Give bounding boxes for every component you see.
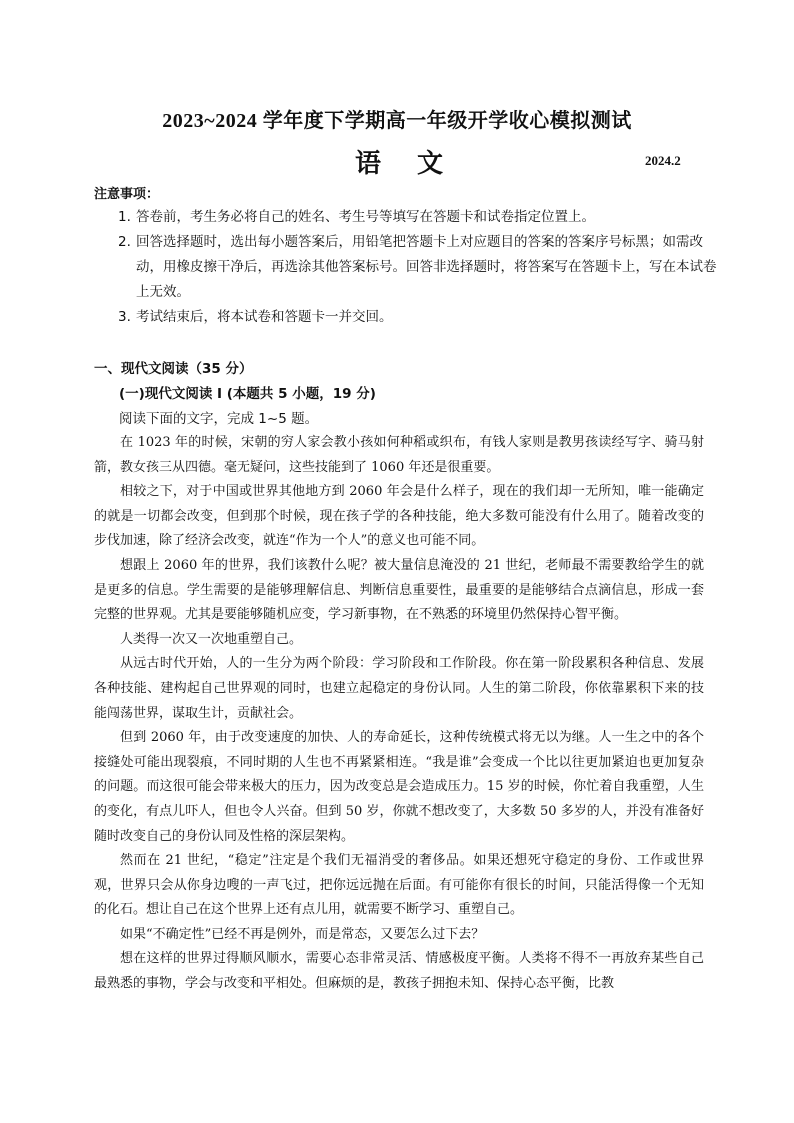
notice-item-text: 考试结束后，将本试卷和答题卡一并交回。 (136, 309, 393, 325)
passage-paragraph: 如果“不确定性”已经不再是例外，而是常态，又要怎么过下去？ (120, 926, 485, 942)
exam-title: 2023~2024 学年度下学期高一年级开学收心模拟测试 (162, 110, 632, 132)
reading-instruction: 阅读下面的文字，完成 1~5 题。 (119, 411, 319, 427)
notice-item-number: 3. (118, 309, 131, 325)
exam-date: 2024.2 (645, 153, 681, 168)
subsection-heading: (一)现代文阅读 I (本题共 5 小题，19 分) (119, 386, 376, 402)
notice-item-number: 2. (118, 234, 131, 250)
passage-paragraph: 然而在 21 世纪，“稳定”注定是个我们无福消受的奢侈品。如果还想死守稳定的身份、工作或世界观，世界只会从你身边嗖的一声飞过，把你远远抛在后面。有可能你有很长的时间，只能活得像一个无知的化石。想让自己在这个世界上还有点儿用，就需要不断学习、重塑自己。 (94, 853, 704, 918)
reading-passage (94, 431, 704, 997)
notice-item-text: 答卷前，考生务必将自己的姓名、考生号等填写在答题卡和试卷指定位置上。 (136, 209, 595, 225)
notice-item-text: 回答选择题时，选出每小题答案后，用铅笔把答题卡上对应题目的答案的答案序号标黑；如需改动，用橡皮擦干净后，再选涂其他答案标号。回答非选择题时，将答案写在答题卡上，写在本试卷上无效。 (136, 234, 717, 300)
notice-item-number: 1. (118, 209, 131, 225)
notice-item (118, 205, 718, 230)
passage-paragraph: 从远古时代开始，人的一生分为两个阶段：学习阶段和工作阶段。你在第一阶段累积各种信息、发展各种技能、建构起自己世界观的同时，也建立起稳定的身份认同。人生的第二阶段，你依靠累积下来的技能闯荡世界，谋取生计，贡献社会。 (94, 656, 704, 721)
notice-item (118, 230, 718, 305)
notice-list (118, 205, 718, 330)
passage-paragraph: 但到 2060 年，由于改变速度的加快、人的寿命延长，这种传统模式将无以为继。人一生之中的各个接缝处可能出现裂痕，不同时期的人生也不再紧紧相连。“我是谁”会变成一个比以往更加紧迫也更加复杂的问题。而这很可能会带来极大的压力，因为改变总是会造成压力。15 岁的时候，你忙着自我重塑，人生的变化，有点儿吓人，但也令人兴奋。但到 50 岁，你就不想改变了，大多数 50 多岁的人，并没有准备好随时改变自己的身份认同及性格的深层架构。 (94, 730, 704, 844)
subject-title: 语文 (355, 149, 480, 179)
passage-paragraph: 人类得一次又一次地重塑自己。 (120, 631, 303, 647)
passage-paragraph: 想在这样的世界过得顺风顺水，需要心态非常灵活、情感极度平衡。人类将不得不一再放弃某些自己最熟悉的事物，学会与改变和平相处。但麻烦的是，教孩子拥抱未知、保持心态平衡，比教 (94, 951, 704, 992)
passage-paragraph: 想跟上 2060 年的世界，我们该教什么呢？被大量信息淹没的 21 世纪，老师最不需要教给学生的就是更多的信息。学生需要的是能够理解信息、判断信息重要性，最重要的是能够结合点滴信息，形成一套完整的世界观。尤其是要能够随机应变，学习新事物，在不熟悉的环境里仍然保持心智平衡。 (94, 557, 704, 623)
notice-item (118, 305, 718, 330)
passage-paragraph: 相较之下，对于中国或世界其他地方到 2060 年会是什么样子，现在的我们却一无所知，唯一能确定的就是一切都会改变，但到那个时候，现在孩子学的各种技能，绝大多数可能没有什么用了。随着改变的步伐加速，除了经济会改变，就连“作为一个人”的意义也可能不同。 (94, 484, 704, 549)
passage-paragraph: 在 1023 年的时候，宋朝的穷人家会教小孩如何种稻或织布，有钱人家则是教男孩读经写字、骑马射箭，教女孩三从四德。毫无疑问，这些技能到了 1060 年还是很重要。 (94, 435, 704, 475)
section-heading: 一、现代文阅读（35 分） (94, 361, 253, 377)
notice-heading: 注意事项： (94, 187, 160, 202)
